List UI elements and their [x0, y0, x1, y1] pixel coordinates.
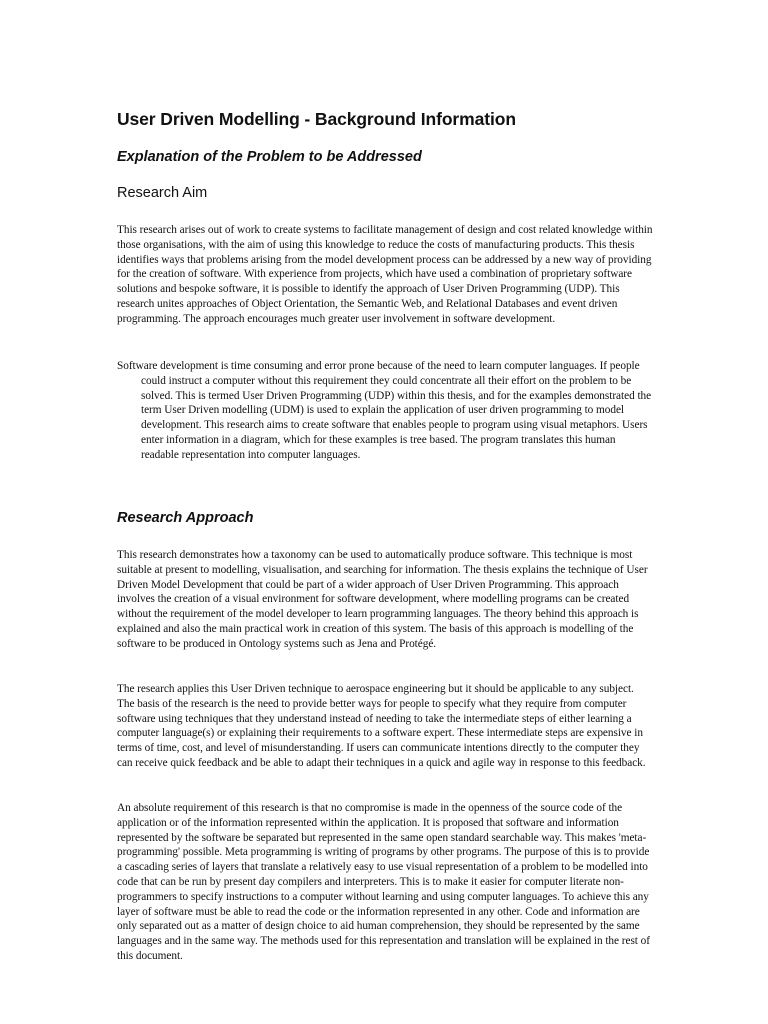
section-heading-research-approach: Research Approach [117, 510, 254, 526]
page-title: User Driven Modelling - Background Information [117, 109, 516, 129]
paragraph-research-approach-1: This research demonstrates how a taxonomy can be used to automatically produce software. This technique is most suitable at present to modelling, visualisation, and searching for information. The thesis explains the technique of User Driven Model Development that could be part of a wider approach of User Driven Programming. This approach involves the creation of a visual environment for software development, where modelling programs can be created without the requirement of the model developer to learn programming languages. The theory behind this approach is explained and also the main practical work in creation of this system. The basis of this approach is modelling of the software to be produced in Ontology systems such as Jena and Protégé. [117, 549, 648, 650]
subheading-research-aim: Research Aim [117, 185, 208, 201]
paragraph-research-approach-2: The research applies this User Driven technique to aerospace engineering but it should be applicable to any subject. The basis of the research is the need to provide better ways for people to specify what they require from computer software using techniques that they understand instead of needing to take the intermediate steps of either learning a computer language(s) or explaining their requirements to a software expert. These intermediate steps are expensive in terms of time, cost, and level of misunderstanding. If users can communicate intentions directly to the computer they can receive quick feedback and be able to adapt their techniques in a quick and agile way in response to this feedback. [117, 683, 646, 769]
paragraph-research-aim-1: This research arises out of work to create systems to facilitate management of design and cost related knowledge within those organisations, with the aim of using this knowledge to reduce the costs of manufacturing products. This thesis identifies ways that problems arising from the model development process can be addressed by a new way of providing for the creation of software. With experience from projects, which have used a combination of proprietary software solutions and bespoke software, it is possible to identify the approach of User Driven Programming (UDP). This research unites approaches of Object Orientation, the Semantic Web, and Relational Databases and event driven programming. The approach encourages much greater user involvement in software development. [117, 224, 653, 325]
paragraph-research-approach-3: An absolute requirement of this research is that no compromise is made in the openness of the source code of the application or of the information represented within the application. It is proposed that software and information represented by the software be separated but represented in the same open standard searchable way. This makes 'meta-programming' possible. Meta programming is writing of programs by other programs. The purpose of this is to provide a cascading series of layers that translate a relatively easy to use visual representation of a problem to be modelled into code that can be run by present day compilers and interpreters. This is to make it easier for computer literate non-programmers to specify instructions to a computer without learning and using computer languages. To achieve this any layer of software must be able to read the code or the information represented in any other. Code and information are only separated out as a matter of design choice to aid human comprehension, they should be represented by the same languages and in the same way. The methods used for this representation and translation will be explained in the rest of this document. [117, 802, 650, 962]
section-heading-problem: Explanation of the Problem to be Addressed [117, 149, 422, 165]
paragraph-research-aim-2: Software development is time consuming and error prone because of the need to learn computer languages. If people could instruct a computer without this requirement they could concentrate all their effort on the problem to be solved. This is termed User Driven Programming (UDP) within this thesis, and for the examples demonstrated the term User Driven modelling (UDM) is used to explain the application of user driven programming to model development. This research aims to create software that enables people to program using visual metaphors. Users enter information in a diagram, which for these examples is tree based. The program translates this human readable representation into computer languages. [117, 360, 652, 461]
